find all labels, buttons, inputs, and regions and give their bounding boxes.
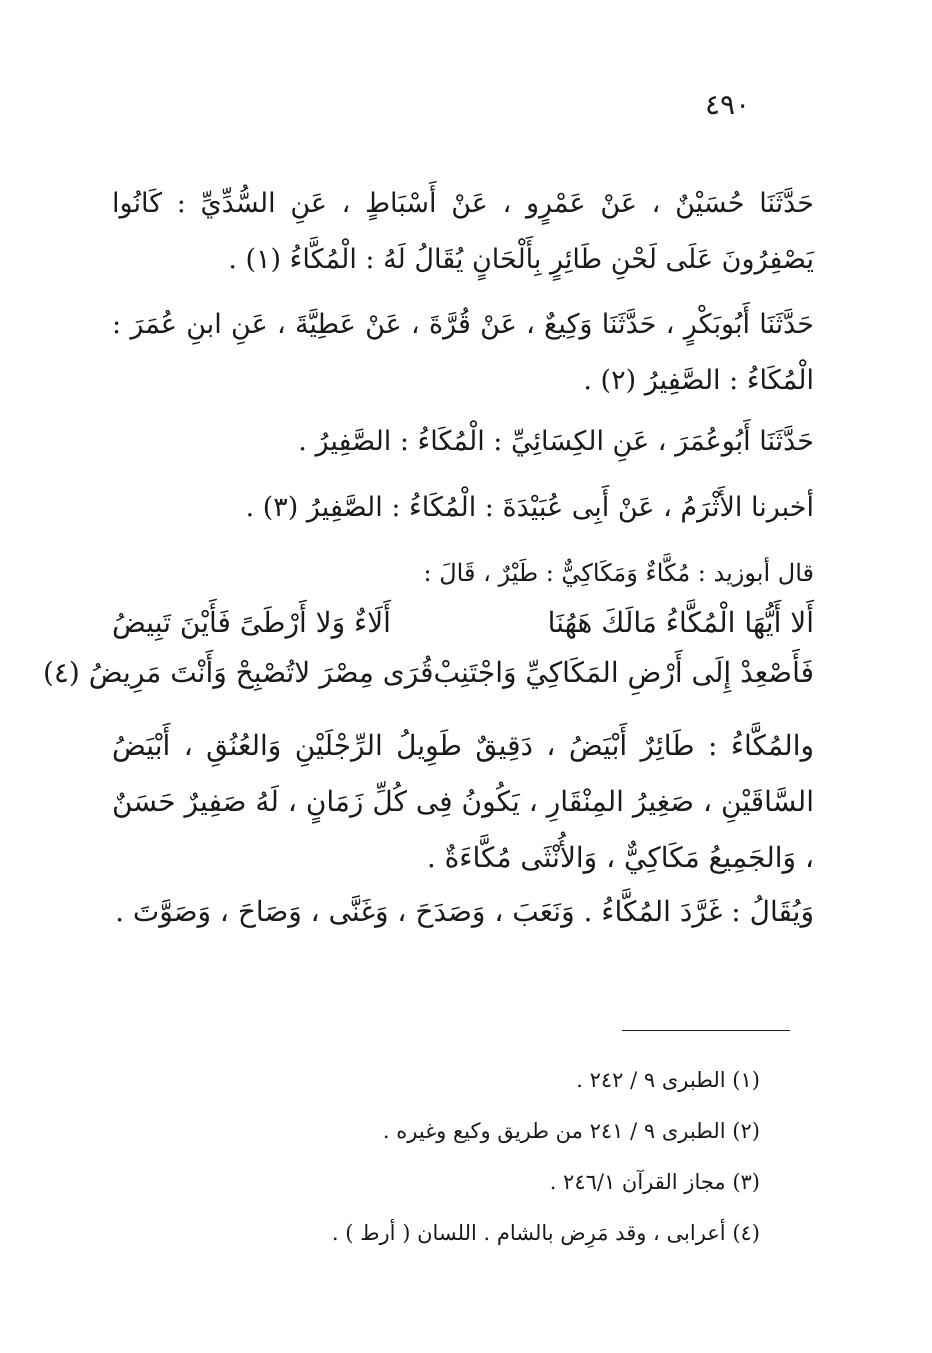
paragraph-abu-umar: حَدَّثَنَا أَبُوعُمَرَ ، عَنِ الكِسَائِيِّ : الْمُكَاءُ : الصَّفِيرُ . [298,426,814,457]
footnote-2: (٢) الطبرى ٩ / ٢٤١ من طريق وكيع وغيره . [382,1119,760,1143]
verse-second-hemistich: قُرَى مِصْرَ لاتُصْبِحْ وَأَنْتَ مَرِيضُ (٤) [42,656,434,689]
page-number: ٤٩٠ [705,88,751,121]
paragraph-abu-zayd: قال أبوزيد : مُكَّاءٌ وَمَكَاكِيٌّ : طَيْرٌ ، قَالَ : [423,559,814,587]
paragraph-husayn: حَدَّثَنَا حُسَيْنٌ ، عَنْ عَمْرٍو ، عَنْ أَسْبَاطٍ ، عَنِ السُّدِّيِّ : كَانُوا يَصْفِرُونَ عَلَى لَحْنِ طَائِرٍ بِأَلْحَانٍ يُقَالُ لَهُ : الْمُكَّاءُ (١) . [112,188,814,275]
verse-second-hemistich: أَلَاءٌ وَلا أَرْطَىً فَأَيْنَ تَبِيضُ [112,606,391,639]
verse-line-1 [112,598,814,648]
paragraph-abu-bakr: حَدَّثَنَا أَبُوبَكْرٍ ، حَدَّثَنَا وَكِيعٌ ، عَنْ قُرَّةَ ، عَنْ عَطِيَّةَ ، عَنِ ابنِ عُمَرَ : الْمُكَاءُ : الصَّفِيرُ (٢) . [112,309,814,396]
footnote-4: (٤) أعرابى ، وقد مَرِض بالشام . اللسان ( أرط ) . [331,1221,760,1245]
paragraph-makka-description: والمُكَّاءُ : طَائِرٌ أَبْيَضُ ، دَقِيقٌ طَوِيلُ الرِّجْلَيْنِ وَالعُنُقِ ، أَبْيَضُ السَّاقَيْنِ ، صَغِيرُ المِنْقَارِ ، يَكُونُ فِى كُلِّ زَمَانٍ ، لَهُ صَفِيرٌ حَسَنٌ ، وَالجَمِيعُ مَكَاكِيٌّ ، وَالأُنْثَى مُكَّاءَةٌ . [112,729,814,874]
footnote-3: (٣) مجاز القرآن ٢٤٦/١ . [549,1170,760,1194]
footnote-divider [622,1030,790,1031]
paragraph-athram: أخبرنا الأَثْرَمُ ، عَنْ أَبِى عُبَيْدَةَ : الْمُكَاءُ : الصَّفِيرُ (٣) . [245,492,814,523]
footnotes [160,1062,760,1266]
verse-first-hemistich: فَأَصْعِدْ إِلَى أَرْضِ المَكَاكِيِّ وَاجْتَنِبْ [433,656,814,689]
footnote-1: (١) الطبرى ٩ / ٢٤٢ . [576,1068,760,1092]
verse-line-2 [42,648,814,698]
paragraph-makka-verbs: وَيُقَالُ : غَرَّدَ المُكَّاءُ . وَنَعَبَ ، وَصَدَحَ ، وَغَنَّى ، وَصَاحَ ، وَصَوَّتَ . [115,895,814,928]
verse-first-hemistich: أَلا أَيُّهَا الْمُكَّاءُ مَالَكَ هَهُنَا [547,606,814,639]
